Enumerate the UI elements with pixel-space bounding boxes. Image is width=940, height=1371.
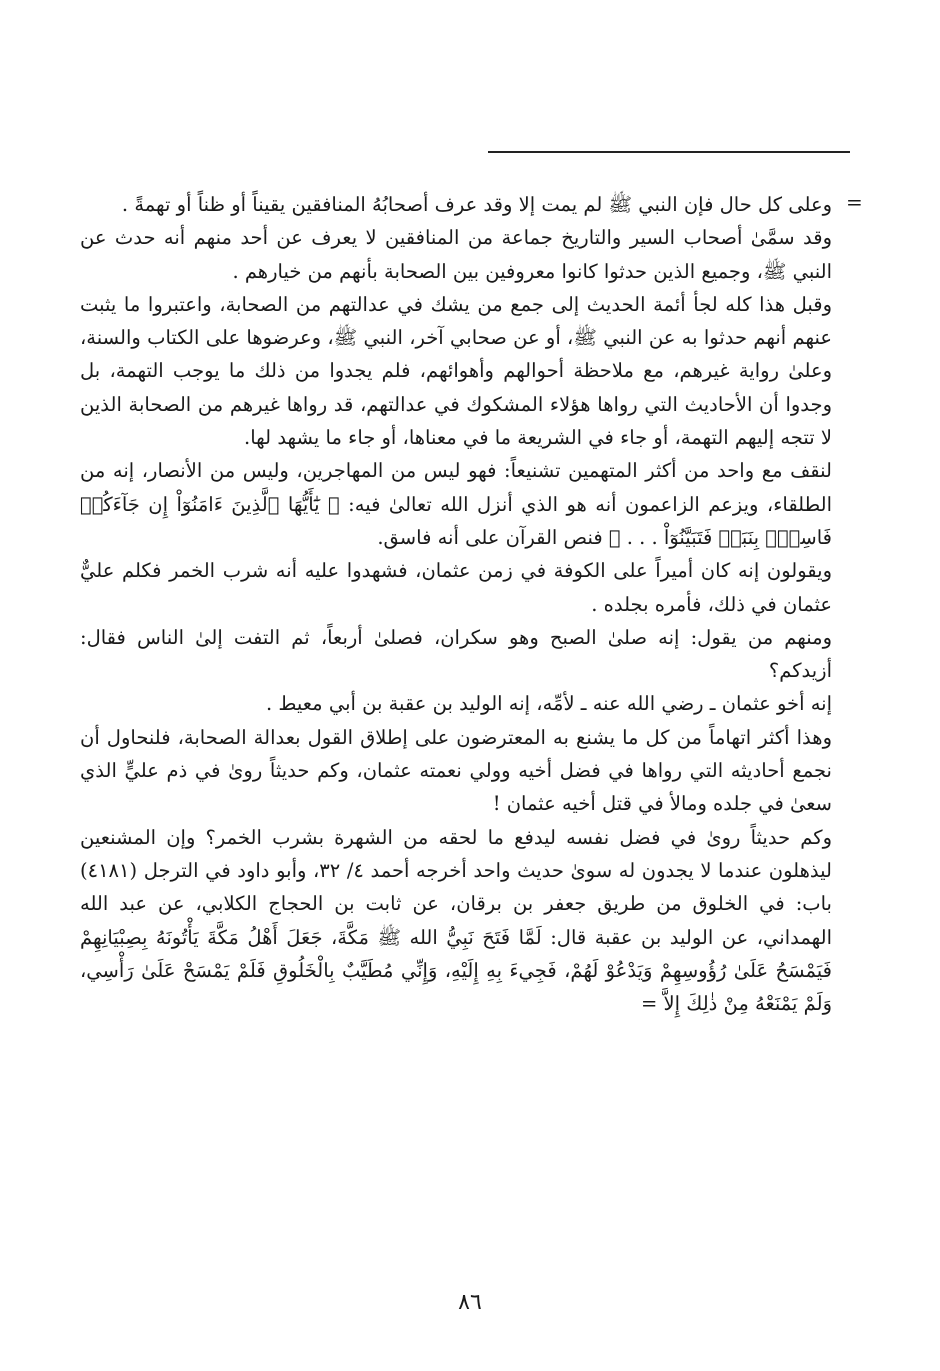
continuation-mark: = bbox=[846, 190, 863, 214]
page-number: ٨٦ bbox=[458, 1290, 482, 1315]
paragraph-7: إنه أخو عثمان ـ رضي الله عنه ـ لأمِّه، إنه الوليد بن عقبة بن أبي معيط . bbox=[265, 692, 832, 716]
paragraph-6: ومنهم من يقول: إنه صلىٰ الصبح وهو سكران، فصلىٰ أربعاً، ثم التفت إلىٰ الناس فقال: أزيدكم؟ bbox=[80, 625, 832, 683]
footnote-text-block bbox=[80, 188, 832, 1020]
paragraph-8: وهذا أكثر اتهاماً من كل ما يشنع به المعترضون على إطلاق القول بعدالة الصحابة، فلنحاول أن نجمع أحاديثه التي رواها في فضل أخيه وولي نعمته عثمان، وكم حديثاً روىٰ في ذم عليٍّ الذي سعىٰ في جلده ومالأ في قتل أخيه عثمان ! bbox=[80, 725, 832, 816]
paragraph-5: ويقولون إنه كان أميراً على الكوفة في زمن عثمان، فشهدوا عليه أنه شرب الخمر فكلم عليٌّ عثمان في ذلك، فأمره بجلده . bbox=[80, 559, 832, 616]
paragraph-3: وقبل هذا كله لجأ أئمة الحديث إلى جمع من يشك في عدالتهم من الصحابة، واعتبروا ما يثبت عنهم أنهم حدثوا به عن النبي ﷺ، أو عن صحابي آخر، النبي ﷺ، وعرضوها على الكتاب والسنة، وعلىٰ رواية غيرهم، مع ملاحظة أحوالهم وأهوائهم، فلم يجدوا من ذلك ما يوجب التهمة، بل وجدوا أن الأحاديث التي رواها هؤلاء المشكوك في عدالتهم، قد رواها غيرهم من الصحابة الذين لا تتجه إليهم التهمة، أو جاء في الشريعة ما في معناها، أو جاء ما يشهد لها. bbox=[80, 292, 832, 450]
paragraph-4: لنقف مع واحد من أكثر المتهمين تشنيعاً: فهو ليس من المهاجرين، وليس من الأنصار، إنه من الطلقاء، ويزعم الزاعمون أنه هو الذي أنزل الله تعالىٰ فيه: ﴿ يَٰٓأَيُّهَا ٱلَّذِينَ ءَامَنُوٓاْ إِن جَآءَكُمۡ فَاسِقُۢ بِنَبَإٖ فَتَبَيَّنُوٓاْ . . . ﴾ فنص القرآن على أنه فاسق. bbox=[80, 459, 832, 549]
paragraph-9: وكم حديثاً روىٰ في فضل نفسه ليدفع ما لحقه من الشهرة بشرب الخمر؟ وإن المشنعين ليذهلون عندما لا يجدون له سوىٰ حديث واحد أخرجه أحمد ٤/ ٣٢، وأبو داود في الترجل (٤١٨١) باب: في الخلوق من طريق جعفر بن برقان، عن ثابت بن الحجاج الكلابي، عن عبد الله الهمداني، عن الوليد بن عقبة قال: لَمَّا فَتَحَ نَبِيُّ الله ﷺ مَكَّةَ، جَعَلَ أَهْلُ مَكَّةَ يَأْتُونَهُ بِصِبْيَانِهِمْ فَيَمْسَحُ عَلَىٰ رُؤُوسِهِمْ وَيَدْعُوْ لَهُمْ، فَجِيءَ بِهِ إِلَيْهِ، وَإِنِّي مُطَيَّبٌ بِالْخَلُوقِ فَلَمْ يَمْسَحْ عَلَىٰ رَأْسِي، وَلَمْ يَمْنَعْهُ مِنْ ذٰلِكَ إِلاَّ = bbox=[80, 825, 832, 1016]
footnote-separator-rule bbox=[488, 151, 850, 153]
paragraph-2: وقد سمَّىٰ أصحاب السير والتاريخ جماعة من المنافقين لا يعرف عن أحد منهم أنه حدث عن النبي ﷺ، وجميع الذين حدثوا كانوا معروفين بين الصحابة بأنهم من خيارهم . bbox=[80, 226, 832, 283]
paragraph-1: وعلى كل حال فإن النبي ﷺ لم يمت إلا وقد عرف أصحابُهُ المنافقين يقيناً أو ظناً أو تهمةً . bbox=[121, 193, 832, 216]
